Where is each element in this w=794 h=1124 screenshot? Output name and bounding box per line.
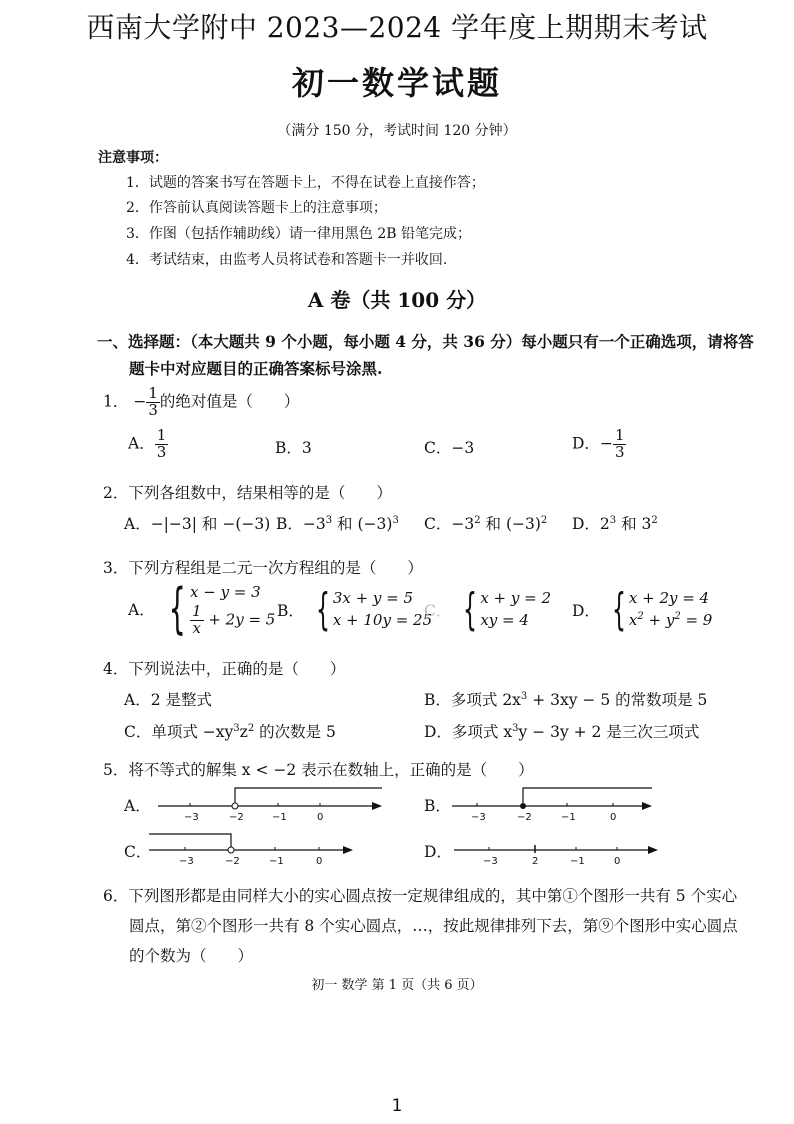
q5-a-label: A． (124, 797, 151, 815)
q2-d-sup2: 2 (651, 514, 658, 526)
tick-label: −1 (269, 856, 284, 867)
q1-frac-num: 1 (148, 384, 158, 402)
q2-c-sup2: 2 (540, 514, 548, 526)
q1-d-label: D． (572, 434, 600, 453)
q3-c-line1: x + y = 2 (480, 589, 551, 608)
question-6-line1: 6．下列图形都是由同样大小的实心圆点按一定规律组成的，其中第①个图形一共有 5 个实心 (103, 887, 738, 905)
q4-c-sup2: 2 (247, 722, 255, 734)
note-item: 1．试题的答案书写在答题卡上，不得在试卷上直接作答； (126, 175, 485, 191)
q3-a-line2 (190, 601, 276, 637)
q4-d-sup: 3 (512, 722, 519, 734)
q4-option-b (424, 688, 707, 710)
q5-c-label: C． (124, 843, 152, 861)
q2-b-sup2: 3 (392, 514, 399, 526)
tick-label: −3 (179, 856, 194, 867)
notes-title: 注意事项： (98, 150, 168, 166)
q4-c-sup1: 3 (233, 722, 240, 734)
q1-number: 1． (103, 392, 129, 411)
tick-label: 2 (532, 856, 539, 867)
q4-option-c (124, 720, 336, 742)
closed-point (520, 803, 526, 809)
arrow-icon (343, 846, 353, 854)
q5-c-number-line (145, 828, 360, 870)
q4-b-pre: B．多项式 2x (424, 691, 521, 709)
q4-d-post: y − 3y + 2 是三次三项式 (518, 723, 700, 741)
tick-label: −1 (570, 856, 585, 867)
q5-d-number-line (452, 828, 667, 870)
solution-bracket (523, 788, 652, 806)
section-title: A 卷（共 100 分） (307, 288, 487, 312)
arrow-icon (642, 802, 652, 810)
q2-b-mid: 和 (−3) (332, 515, 393, 533)
q3-b-label: B． (277, 602, 304, 620)
open-point (228, 847, 234, 853)
q1-option-c: C．−3 (424, 439, 475, 457)
tick-label: 0 (610, 812, 617, 823)
q2-option-a: A．−|−3| 和 −(−3) (124, 515, 271, 533)
brace-icon: { (168, 577, 186, 641)
q2-option-c (424, 512, 547, 534)
q3-a-den: x (192, 618, 201, 637)
q5-d-label: D． (424, 843, 452, 861)
tick-label: 0 (317, 812, 324, 823)
tick-label: −2 (229, 812, 244, 823)
q3-d-line2 (629, 610, 712, 632)
arrow-icon (648, 846, 658, 854)
exam-meta: （满分 150 分，考试时间 120 分钟） (277, 123, 517, 139)
question-5: 5．将不等式的解集 x < −2 表示在数轴上，正确的是（ ） (103, 761, 534, 779)
q3-a-fraction (190, 601, 204, 637)
q4-d-pre: D．多项式 x (424, 723, 513, 741)
q4-c-post: 的次数是 5 (254, 723, 336, 741)
tick-label: −3 (483, 856, 498, 867)
q3-d-sup1: 2 (637, 611, 644, 622)
q4-option-d (424, 720, 699, 742)
q5-b-label: B． (424, 797, 451, 815)
q3-d-system (605, 584, 713, 635)
question-2: 2．下列各组数中，结果相等的是（ ） (103, 484, 392, 502)
q1-stem: 的绝对值是（ ） (159, 392, 300, 411)
q3-d-line2-post: = 9 (680, 611, 713, 629)
q3-a-num: 1 (192, 601, 202, 620)
q1-frac-den: 3 (148, 400, 158, 419)
q1-a-num: 1 (156, 426, 167, 444)
question-1 (103, 386, 299, 419)
q4-b-post: + 3xy − 5 的常数项是 5 (527, 691, 708, 709)
q2-d-pre: D．2 (572, 515, 610, 533)
q1-a-label: A． (128, 434, 155, 453)
q3-option-b (277, 584, 433, 635)
tick-label: −2 (517, 812, 532, 823)
q3-d-label: D． (572, 602, 600, 620)
page-footer: 初一 数学 第 1 页（共 6 页） (311, 978, 483, 993)
exam-subtitle: 初一数学试题 (291, 64, 502, 102)
exam-title: 西南大学附中 2023—2024 学年度上期期末考试 (86, 11, 708, 44)
q3-a-line1: x − y = 3 (190, 583, 261, 601)
open-point (232, 803, 238, 809)
q3-option-c (424, 584, 551, 635)
q1-d-fraction (613, 428, 627, 461)
q2-b-sup1: 3 (325, 514, 333, 526)
tick-label: 0 (316, 856, 323, 867)
question-4: 4．下列说法中，正确的是（ ） (103, 660, 346, 678)
q4-c-pre: C．单项式 −xy (124, 723, 234, 741)
q4-option-a: A．2 是整式 (124, 691, 212, 709)
tick-label: 0 (614, 856, 621, 867)
tick-label: −2 (225, 856, 240, 867)
q1-d-minus: − (599, 434, 613, 453)
q1-d-den: 3 (614, 442, 625, 461)
q2-d-sup1: 3 (609, 514, 617, 526)
question-3: 3．下列方程组是二元一次方程组的是（ ） (103, 559, 423, 577)
q1-d-num: 1 (614, 426, 625, 444)
tick-label: −3 (184, 812, 199, 823)
q2-d-mid: 和 3 (616, 515, 652, 533)
q3-option-d (572, 584, 713, 635)
brace-icon: { (315, 584, 330, 635)
note-item: 2．作答前认真阅读答题卡上的注意事项； (126, 200, 387, 216)
q4-c-mid: z (239, 723, 248, 741)
q3-b-line1: 3x + y = 5 (332, 589, 414, 608)
q3-a-label: A． (128, 601, 155, 620)
tick-label: −3 (471, 812, 486, 823)
q3-b-system (309, 584, 433, 635)
q2-c-pre: C．−3 (424, 515, 475, 533)
note-item: 3．作图（包括作辅助线）请一律用黑色 2B 铅笔完成； (126, 226, 472, 242)
q2-c-sup1: 2 (474, 514, 481, 526)
q2-option-d (572, 512, 658, 534)
part1-heading-line1: 一、选择题：（本大题共 9 个小题，每小题 4 分，共 36 分）每小题只有一个正确选项，请将答 (97, 332, 754, 351)
q2-b-pre: B．−3 (276, 515, 326, 533)
q4-b-sup: 3 (520, 690, 528, 702)
q3-c-label: C． (424, 602, 452, 620)
q3-option-a (128, 577, 276, 641)
q3-d-sup2: 2 (674, 611, 681, 622)
q3-c-line2: xy = 4 (480, 611, 529, 629)
q2-option-b (276, 512, 399, 534)
solution-bracket (235, 788, 382, 806)
tick-label: −1 (561, 812, 576, 823)
tick-label: −1 (272, 812, 287, 823)
page-number: 1 (391, 1096, 403, 1116)
q5-a-number-line (150, 784, 390, 824)
question-6-line2: 圆点，第②个图形一共有 8 个实心圆点，…，按此规律排列下去，第⑨个图形中实心圆点 (129, 917, 738, 935)
brace-icon: { (463, 584, 478, 635)
q3-d-line2-mid: + y (643, 611, 675, 629)
q3-a-rest: + 2y = 5 (208, 610, 276, 628)
question-6-line3: 的个数为（ ） (129, 947, 254, 965)
arrow-icon (372, 802, 382, 810)
part1-heading-line2: 题卡中对应题目的正确答案标号涂黑. (129, 359, 383, 378)
solution-bracket (149, 834, 231, 850)
q3-a-system (160, 577, 276, 641)
note-item: 4．考试结束，由监考人员将试卷和答题卡一并收回. (126, 252, 448, 268)
q1-fraction (146, 386, 160, 419)
q1-option-a (128, 428, 168, 461)
q3-d-line1: x + 2y = 4 (628, 589, 710, 608)
q1-a-den: 3 (156, 442, 167, 461)
q1-minus: − (133, 392, 147, 411)
brace-icon: { (611, 584, 626, 635)
q5-b-number-line (450, 784, 660, 824)
q1-option-b: B．3 (275, 439, 312, 457)
q3-c-system (456, 584, 551, 635)
q2-c-mid: 和 (−3) (480, 515, 541, 533)
q3-d-line2-pre: x (628, 611, 638, 629)
q1-option-d (572, 428, 626, 461)
q1-a-fraction (155, 428, 169, 461)
q3-b-line2: x + 10y = 25 (332, 611, 433, 629)
